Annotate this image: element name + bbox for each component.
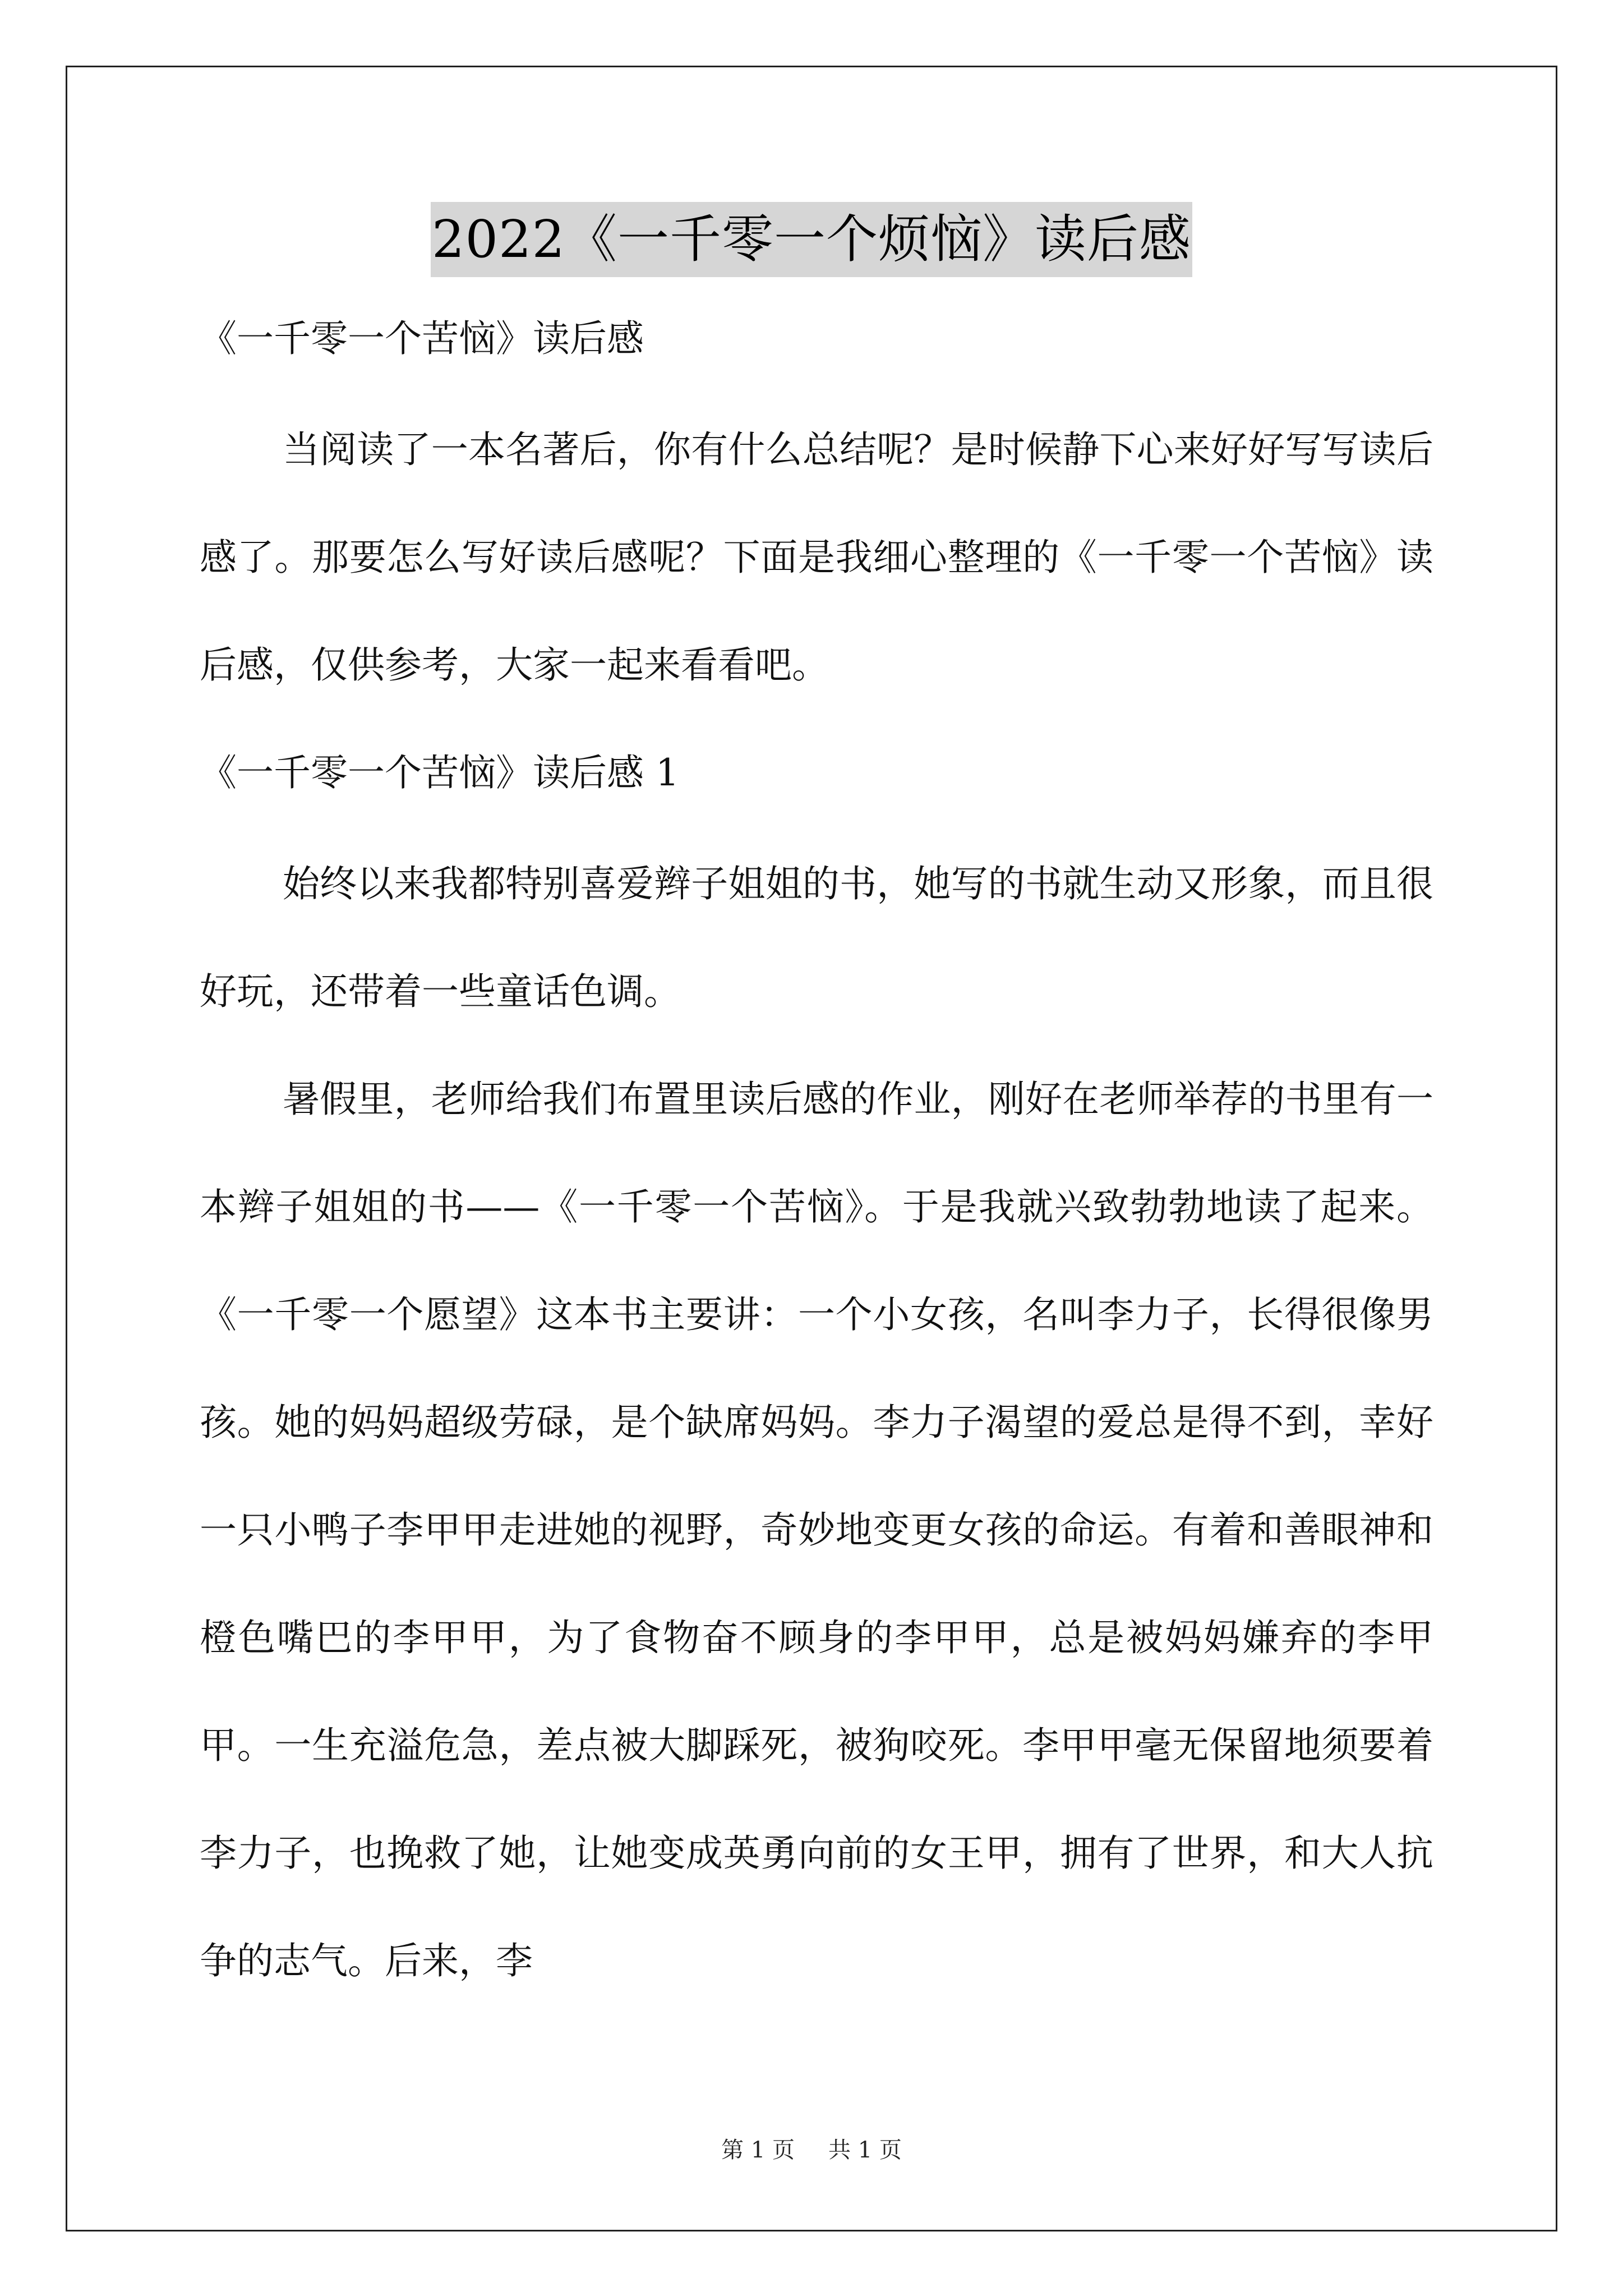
page-footer (0, 2134, 1623, 2166)
title-container (0, 202, 1623, 277)
intro-heading: 《一千零一个苦恼》读后感 (200, 317, 644, 360)
page-number: 第 1 页 (721, 2137, 795, 2163)
intro-paragraph: 当阅读了一本名著后，你有什么总结呢？是时候静下心来好好写写读后感了。那要怎么写好读后感呢？下面是我细心整理的《一千零一个苦恼》读后感，仅供参考，大家一起来看看吧。 (200, 428, 1433, 687)
document-title: 2022《一千零一个烦恼》读后感 (431, 202, 1192, 277)
document-body (200, 312, 1433, 2015)
body-paragraph-1: 始终以来我都特别喜爱辫子姐姐的书，她写的书就生动又形象，而且很好玩，还带着一些童话色调。 (200, 862, 1433, 1013)
page-total: 共 1 页 (828, 2137, 902, 2163)
body-paragraph-2: 暑假里，老师给我们布置里读后感的作业，刚好在老师举荐的书里有一本辫子姐姐的书——《一千零一个苦恼》。于是我就兴致勃勃地读了起来。《一千零一个愿望》这本书主要讲：一个小女孩，名叫李力子，长得很像男孩。她的妈妈超级劳碌，是个缺席妈妈。李力子渴望的爱总是得不到，幸好一只小鸭子李甲甲走进她的视野，奇妙地变更女孩的命运。有着和善眼神和橙色嘴巴的李甲甲，为了食物奋不顾身的李甲甲，总是被妈妈嫌弃的李甲甲。一生充溢危急，差点被大脚踩死，被狗咬死。李甲甲毫无保留地须要着李力子，也挽救了她，让她变成英勇向前的女王甲，拥有了世界，和大人抗争的志气。后来，李 (200, 1078, 1433, 1982)
section-heading: 《一千零一个苦恼》读后感 1 (200, 751, 679, 794)
